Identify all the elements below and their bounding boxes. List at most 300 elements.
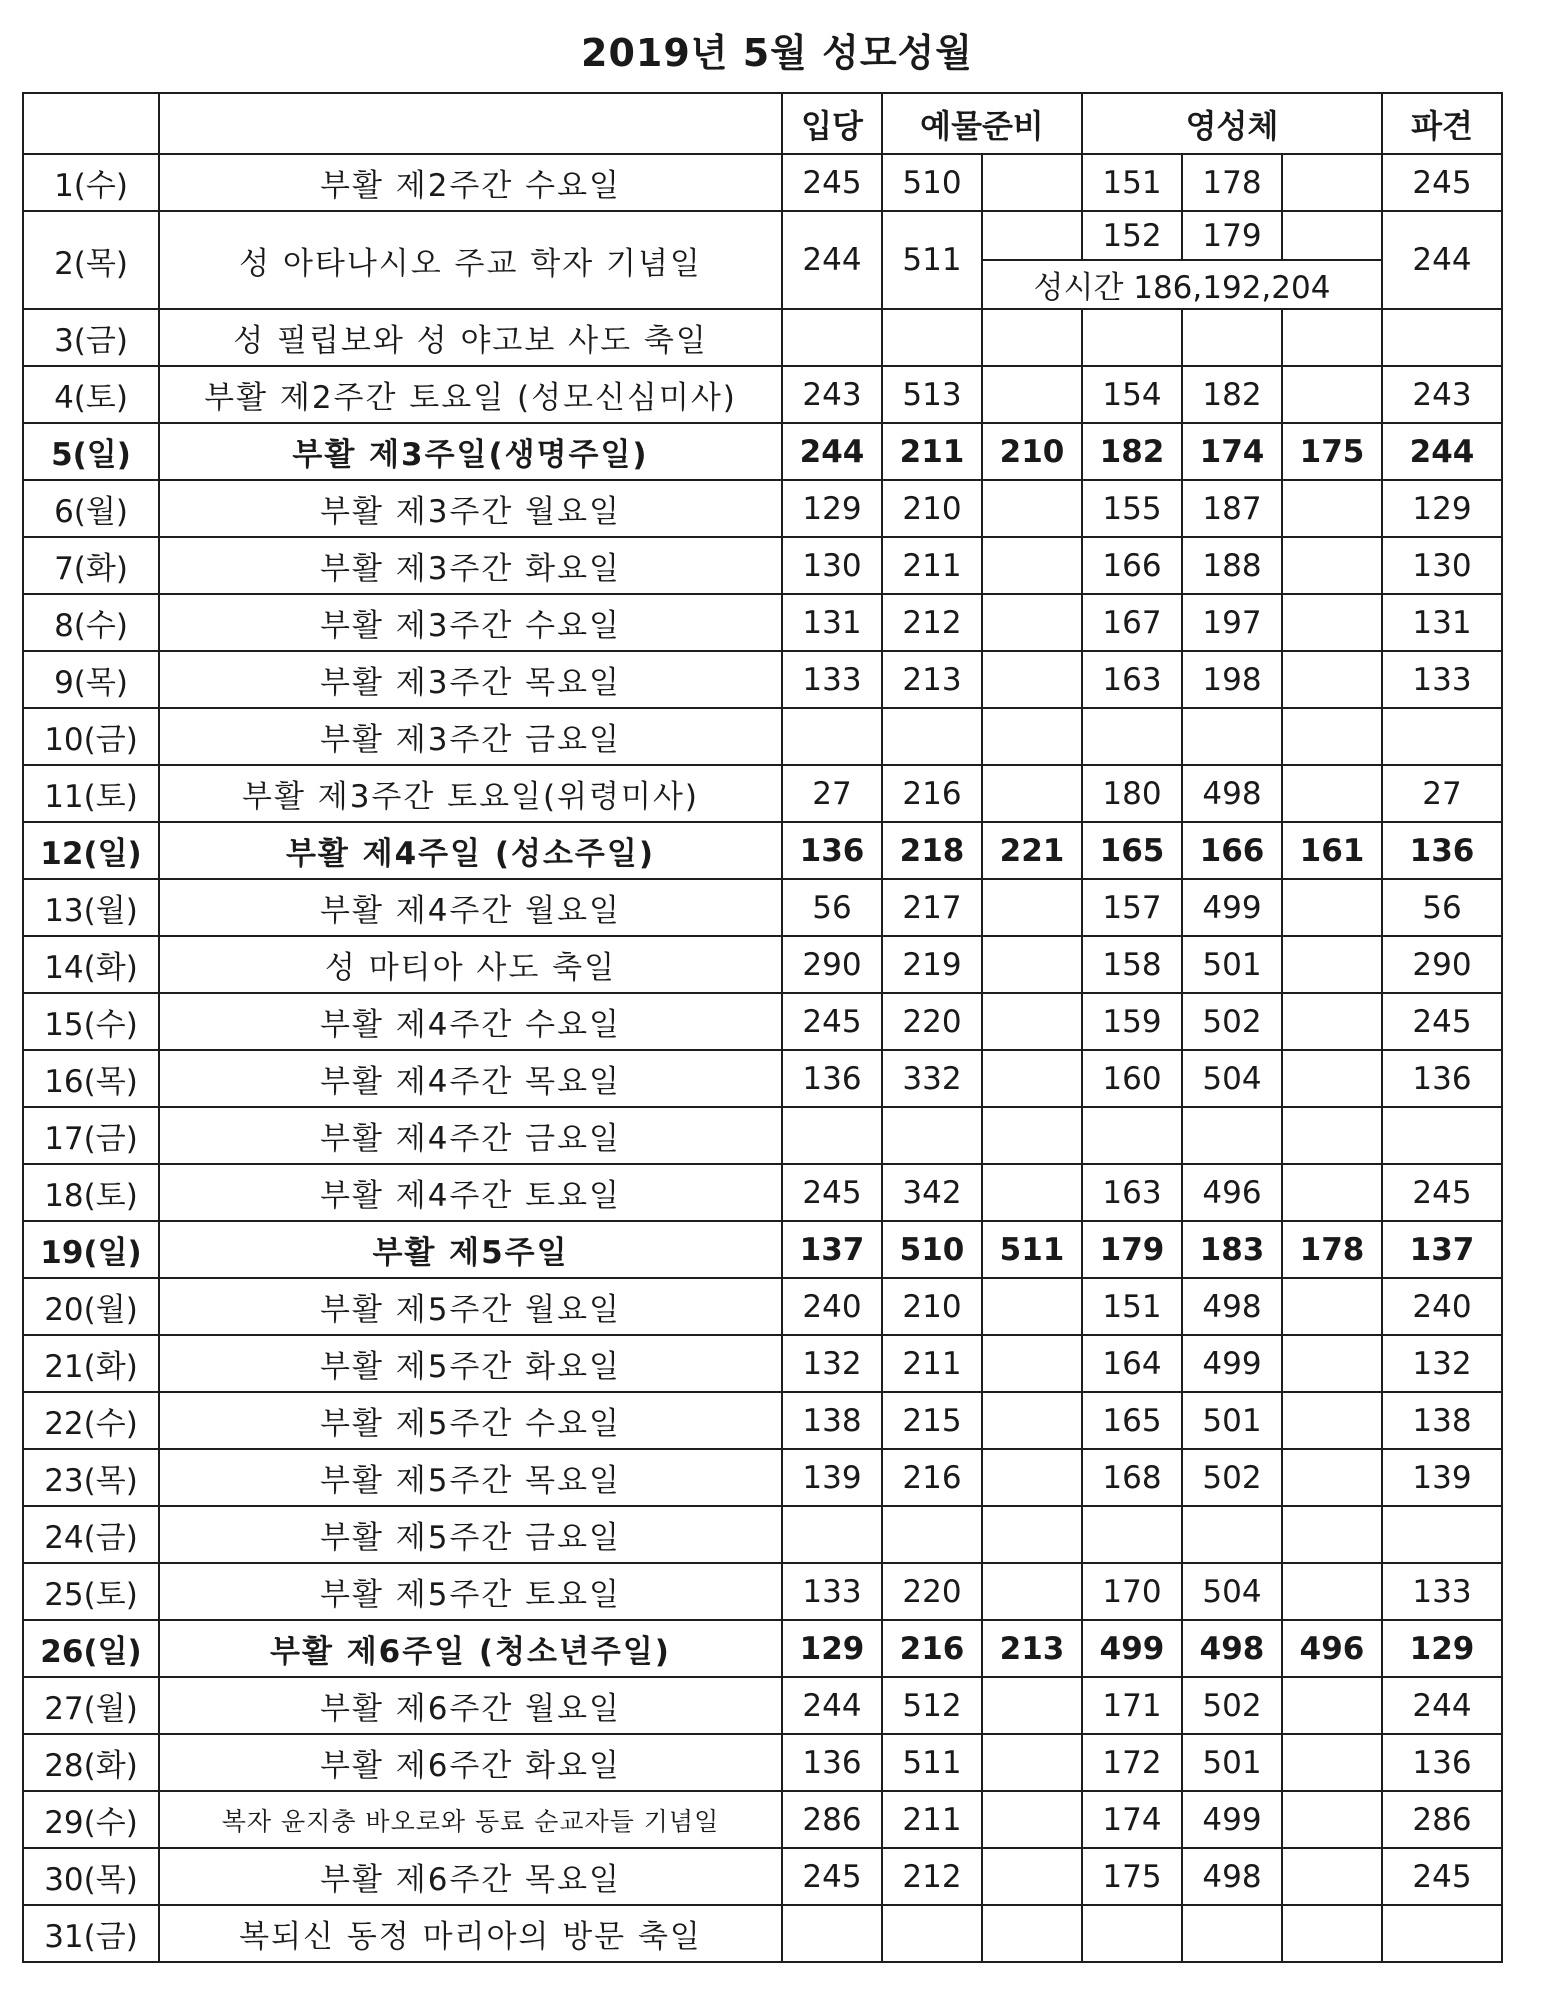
dismissal-cell: 136	[1382, 822, 1502, 879]
entrance-cell: 240	[782, 1278, 882, 1335]
communion-cell-3	[1282, 1848, 1382, 1905]
dismissal-cell: 130	[1382, 537, 1502, 594]
table-row	[23, 594, 1502, 651]
offertory-cell-2: 511	[982, 1221, 1082, 1278]
entrance-cell	[782, 1107, 882, 1164]
communion-cell-3	[1282, 936, 1382, 993]
communion-cell-2: 502	[1182, 1677, 1282, 1734]
entrance-cell: 136	[782, 822, 882, 879]
communion-cell-2: 502	[1182, 993, 1282, 1050]
offertory-cell-2	[982, 309, 1082, 366]
dismissal-cell: 27	[1382, 765, 1502, 822]
offertory-cell-2	[982, 1506, 1082, 1563]
communion-cell-2: 166	[1182, 822, 1282, 879]
feast-cell: 부활 제4주일 (성소주일)	[159, 822, 782, 879]
entrance-cell	[782, 708, 882, 765]
table-row	[23, 708, 1502, 765]
offertory-cell-2	[982, 1905, 1082, 1962]
offertory-cell-1: 218	[882, 822, 982, 879]
offertory-cell-2	[982, 765, 1082, 822]
table-row	[23, 537, 1502, 594]
offertory-cell-1: 513	[882, 366, 982, 423]
offertory-cell-1: 342	[882, 1164, 982, 1221]
offertory-cell-1: 217	[882, 879, 982, 936]
dismissal-cell	[1382, 1905, 1502, 1962]
date-cell: 6(월)	[23, 480, 159, 537]
offertory-cell-2	[982, 1278, 1082, 1335]
communion-cell-3	[1282, 537, 1382, 594]
dismissal-cell: 290	[1382, 936, 1502, 993]
page-title: 2019년 5월 성모성월	[581, 31, 973, 75]
date-cell: 17(금)	[23, 1107, 159, 1164]
dismissal-cell	[1382, 1506, 1502, 1563]
offertory-cell-1: 512	[882, 1677, 982, 1734]
feast-cell: 부활 제2주간 수요일	[159, 154, 782, 211]
offertory-cell-2	[982, 1107, 1082, 1164]
communion-cell-1: 151	[1082, 1278, 1182, 1335]
offertory-cell-2: 221	[982, 822, 1082, 879]
offertory-cell-2	[982, 1449, 1082, 1506]
offertory-cell-1: 211	[882, 423, 982, 480]
offertory-cell-2	[982, 1392, 1082, 1449]
communion-cell-1	[1082, 309, 1182, 366]
communion-cell-2: 502	[1182, 1449, 1282, 1506]
table-row	[23, 1620, 1502, 1677]
communion-cell-2	[1182, 1905, 1282, 1962]
offertory-cell-2	[982, 1734, 1082, 1791]
offertory-cell-2	[982, 1791, 1082, 1848]
communion-cell-1	[1082, 708, 1182, 765]
offertory-cell-2	[982, 936, 1082, 993]
date-cell: 8(수)	[23, 594, 159, 651]
communion-cell-1: 165	[1082, 822, 1182, 879]
dismissal-cell	[1382, 309, 1502, 366]
date-cell: 4(토)	[23, 366, 159, 423]
date-cell: 14(화)	[23, 936, 159, 993]
entrance-cell: 243	[782, 366, 882, 423]
table-row	[23, 480, 1502, 537]
communion-cell-2: 504	[1182, 1050, 1282, 1107]
feast-cell: 부활 제5주간 월요일	[159, 1278, 782, 1335]
offertory-cell-2	[982, 594, 1082, 651]
entrance-cell: 244	[782, 1677, 882, 1734]
dismissal-cell: 129	[1382, 480, 1502, 537]
date-cell: 15(수)	[23, 993, 159, 1050]
entrance-cell: 245	[782, 1164, 882, 1221]
header-row	[23, 93, 1502, 154]
communion-cell-1	[1082, 1107, 1182, 1164]
offertory-cell-1: 511	[882, 1734, 982, 1791]
communion-cell-2: 498	[1182, 1620, 1282, 1677]
communion-cell-2	[1182, 1107, 1282, 1164]
date-cell: 22(수)	[23, 1392, 159, 1449]
dismissal-cell: 244	[1382, 1677, 1502, 1734]
entrance-cell: 245	[782, 154, 882, 211]
communion-cell-3	[1282, 1905, 1382, 1962]
communion-cell-1: 159	[1082, 993, 1182, 1050]
date-cell: 29(수)	[23, 1791, 159, 1848]
communion-cell-2	[1182, 708, 1282, 765]
feast-cell: 부활 제3주일(생명주일)	[159, 423, 782, 480]
entrance-cell: 290	[782, 936, 882, 993]
table-row	[23, 1506, 1502, 1563]
dismissal-cell: 131	[1382, 594, 1502, 651]
table-row	[23, 366, 1502, 423]
offertory-cell-1: 220	[882, 993, 982, 1050]
communion-cell-2: 498	[1182, 765, 1282, 822]
date-cell: 12(일)	[23, 822, 159, 879]
dismissal-cell: 240	[1382, 1278, 1502, 1335]
communion-cell-1: 158	[1082, 936, 1182, 993]
entrance-cell: 137	[782, 1221, 882, 1278]
offertory-cell-2	[982, 1848, 1082, 1905]
table-row	[23, 1050, 1502, 1107]
feast-cell: 부활 제3주간 월요일	[159, 480, 782, 537]
offertory-cell-1	[882, 708, 982, 765]
date-cell: 1(수)	[23, 154, 159, 211]
entrance-cell: 136	[782, 1050, 882, 1107]
communion-cell-2: 188	[1182, 537, 1282, 594]
dismissal-cell: 243	[1382, 366, 1502, 423]
communion-cell-2	[1182, 1506, 1282, 1563]
entrance-cell: 129	[782, 480, 882, 537]
table-row	[23, 1791, 1502, 1848]
dismissal-cell: 133	[1382, 651, 1502, 708]
communion-cell-1: 174	[1082, 1791, 1182, 1848]
table-row	[23, 1278, 1502, 1335]
communion-cell-1: 170	[1082, 1563, 1182, 1620]
table-row	[23, 1392, 1502, 1449]
communion-cell-1: 165	[1082, 1392, 1182, 1449]
communion-cell-3	[1282, 1050, 1382, 1107]
communion-cell-2: 197	[1182, 594, 1282, 651]
communion-cell-1: 179	[1082, 1221, 1182, 1278]
offertory-cell-2	[982, 879, 1082, 936]
feast-cell: 부활 제6주간 목요일	[159, 1848, 782, 1905]
feast-cell: 부활 제5주간 목요일	[159, 1449, 782, 1506]
offertory-cell-1: 210	[882, 1278, 982, 1335]
table-row	[23, 1677, 1502, 1734]
communion-cell-1: 167	[1082, 594, 1182, 651]
communion-cell-1: 164	[1082, 1335, 1182, 1392]
table-row	[23, 651, 1502, 708]
entrance-cell: 139	[782, 1449, 882, 1506]
date-cell: 7(화)	[23, 537, 159, 594]
feast-cell: 부활 제3주간 화요일	[159, 537, 782, 594]
dismissal-cell: 137	[1382, 1221, 1502, 1278]
offertory-cell-2	[982, 211, 1082, 260]
offertory-cell-2	[982, 651, 1082, 708]
entrance-cell: 133	[782, 1563, 882, 1620]
dismissal-cell: 136	[1382, 1050, 1502, 1107]
feast-cell: 복되신 동정 마리아의 방문 축일	[159, 1905, 782, 1962]
dismissal-cell: 286	[1382, 1791, 1502, 1848]
communion-cell-1: 163	[1082, 651, 1182, 708]
dismissal-cell	[1382, 1107, 1502, 1164]
table-row	[23, 1335, 1502, 1392]
offertory-cell-1: 332	[882, 1050, 982, 1107]
header-offertory: 예물준비	[882, 93, 1082, 154]
entrance-cell: 129	[782, 1620, 882, 1677]
offertory-cell-2	[982, 1563, 1082, 1620]
feast-cell: 복자 윤지충 바오로와 동료 순교자들 기념일	[159, 1791, 782, 1848]
hymn-schedule-table	[22, 92, 1503, 1963]
communion-cell-1: 152	[1082, 211, 1182, 260]
entrance-cell: 138	[782, 1392, 882, 1449]
table-row	[23, 936, 1502, 993]
table-row	[23, 1449, 1502, 1506]
communion-cell-3	[1282, 594, 1382, 651]
communion-cell-3	[1282, 651, 1382, 708]
offertory-cell-1: 210	[882, 480, 982, 537]
communion-cell-3	[1282, 1107, 1382, 1164]
communion-cell-2: 499	[1182, 1791, 1282, 1848]
communion-cell-3	[1282, 1278, 1382, 1335]
communion-cell-1: 163	[1082, 1164, 1182, 1221]
table-row	[23, 1107, 1502, 1164]
offertory-cell-1: 211	[882, 1335, 982, 1392]
feast-cell: 성 필립보와 성 야고보 사도 축일	[159, 309, 782, 366]
communion-cell-2: 498	[1182, 1278, 1282, 1335]
offertory-cell-2: 210	[982, 423, 1082, 480]
communion-cell-1: 157	[1082, 879, 1182, 936]
communion-cell-3	[1282, 1392, 1382, 1449]
date-cell: 23(목)	[23, 1449, 159, 1506]
date-cell: 5(일)	[23, 423, 159, 480]
entrance-cell: 245	[782, 993, 882, 1050]
communion-cell-1: 172	[1082, 1734, 1182, 1791]
offertory-cell-1: 212	[882, 594, 982, 651]
entrance-cell: 245	[782, 1848, 882, 1905]
date-cell: 24(금)	[23, 1506, 159, 1563]
table-row	[23, 1164, 1502, 1221]
offertory-cell-2	[982, 537, 1082, 594]
feast-cell: 부활 제5주간 화요일	[159, 1335, 782, 1392]
table-row	[23, 1905, 1502, 1962]
offertory-cell-1	[882, 1107, 982, 1164]
date-cell: 2(목)	[23, 211, 159, 309]
table-row	[23, 154, 1502, 211]
offertory-cell-1: 211	[882, 1791, 982, 1848]
date-cell: 28(화)	[23, 1734, 159, 1791]
feast-cell: 부활 제6주간 월요일	[159, 1677, 782, 1734]
entrance-cell	[782, 309, 882, 366]
holy-hour-note: 성시간 186,192,204	[982, 260, 1382, 309]
communion-cell-3	[1282, 1449, 1382, 1506]
dismissal-cell: 132	[1382, 1335, 1502, 1392]
communion-cell-1	[1082, 1506, 1182, 1563]
table-row	[23, 1563, 1502, 1620]
communion-cell-2: 183	[1182, 1221, 1282, 1278]
communion-cell-2: 504	[1182, 1563, 1282, 1620]
communion-cell-3: 175	[1282, 423, 1382, 480]
dismissal-cell: 138	[1382, 1392, 1502, 1449]
table-row	[23, 211, 1502, 260]
communion-cell-2: 182	[1182, 366, 1282, 423]
offertory-cell-1: 211	[882, 537, 982, 594]
entrance-cell	[782, 1905, 882, 1962]
feast-cell: 부활 제4주간 월요일	[159, 879, 782, 936]
communion-cell-2	[1182, 309, 1282, 366]
communion-cell-1: 154	[1082, 366, 1182, 423]
header-entrance: 입당	[782, 93, 882, 154]
feast-cell: 성 마티아 사도 축일	[159, 936, 782, 993]
communion-cell-3	[1282, 366, 1382, 423]
table-row	[23, 309, 1502, 366]
feast-cell: 성 아타나시오 주교 학자 기념일	[159, 211, 782, 309]
communion-cell-2: 498	[1182, 1848, 1282, 1905]
communion-cell-2: 198	[1182, 651, 1282, 708]
communion-cell-1	[1082, 1905, 1182, 1962]
communion-cell-3	[1282, 1563, 1382, 1620]
date-cell: 26(일)	[23, 1620, 159, 1677]
communion-cell-3	[1282, 879, 1382, 936]
offertory-cell-1: 510	[882, 154, 982, 211]
offertory-cell-1: 510	[882, 1221, 982, 1278]
feast-cell: 부활 제6주간 화요일	[159, 1734, 782, 1791]
communion-cell-3	[1282, 480, 1382, 537]
dismissal-cell: 56	[1382, 879, 1502, 936]
entrance-cell: 286	[782, 1791, 882, 1848]
feast-cell: 부활 제2주간 토요일 (성모신심미사)	[159, 366, 782, 423]
offertory-cell-1	[882, 1506, 982, 1563]
communion-cell-3	[1282, 1506, 1382, 1563]
feast-cell: 부활 제4주간 목요일	[159, 1050, 782, 1107]
communion-cell-1: 171	[1082, 1677, 1182, 1734]
communion-cell-1: 166	[1082, 537, 1182, 594]
date-cell: 11(토)	[23, 765, 159, 822]
feast-cell: 부활 제3주간 토요일(위령미사)	[159, 765, 782, 822]
offertory-cell-2	[982, 993, 1082, 1050]
table-row	[23, 822, 1502, 879]
entrance-cell: 244	[782, 423, 882, 480]
communion-cell-2: 496	[1182, 1164, 1282, 1221]
dismissal-cell: 139	[1382, 1449, 1502, 1506]
communion-cell-3	[1282, 211, 1382, 260]
offertory-cell-2: 213	[982, 1620, 1082, 1677]
feast-cell: 부활 제3주간 금요일	[159, 708, 782, 765]
dismissal-cell	[1382, 708, 1502, 765]
communion-cell-3	[1282, 154, 1382, 211]
offertory-cell-1: 511	[882, 211, 982, 309]
offertory-cell-2	[982, 366, 1082, 423]
date-cell: 31(금)	[23, 1905, 159, 1962]
dismissal-cell: 129	[1382, 1620, 1502, 1677]
entrance-cell: 244	[782, 211, 882, 309]
offertory-cell-1: 215	[882, 1392, 982, 1449]
communion-cell-3	[1282, 1791, 1382, 1848]
communion-cell-2: 174	[1182, 423, 1282, 480]
entrance-cell: 27	[782, 765, 882, 822]
entrance-cell: 132	[782, 1335, 882, 1392]
header-communion: 영성체	[1082, 93, 1382, 154]
table-row	[23, 993, 1502, 1050]
offertory-cell-1: 219	[882, 936, 982, 993]
communion-cell-3: 496	[1282, 1620, 1382, 1677]
communion-cell-3	[1282, 993, 1382, 1050]
dismissal-cell: 244	[1382, 211, 1502, 309]
feast-cell: 부활 제6주일 (청소년주일)	[159, 1620, 782, 1677]
offertory-cell-1: 216	[882, 1449, 982, 1506]
entrance-cell: 133	[782, 651, 882, 708]
date-cell: 18(토)	[23, 1164, 159, 1221]
communion-cell-1: 155	[1082, 480, 1182, 537]
communion-cell-1: 168	[1082, 1449, 1182, 1506]
feast-cell: 부활 제5주간 토요일	[159, 1563, 782, 1620]
communion-cell-1: 180	[1082, 765, 1182, 822]
table-row	[23, 423, 1502, 480]
communion-cell-3	[1282, 1677, 1382, 1734]
communion-cell-1: 182	[1082, 423, 1182, 480]
communion-cell-1: 160	[1082, 1050, 1182, 1107]
communion-cell-3: 161	[1282, 822, 1382, 879]
offertory-cell-2	[982, 708, 1082, 765]
date-cell: 10(금)	[23, 708, 159, 765]
table-row	[23, 1734, 1502, 1791]
feast-cell: 부활 제3주간 수요일	[159, 594, 782, 651]
offertory-cell-2	[982, 480, 1082, 537]
dismissal-cell: 245	[1382, 993, 1502, 1050]
entrance-cell: 136	[782, 1734, 882, 1791]
offertory-cell-2	[982, 1677, 1082, 1734]
offertory-cell-2	[982, 154, 1082, 211]
dismissal-cell: 244	[1382, 423, 1502, 480]
offertory-cell-1: 216	[882, 765, 982, 822]
offertory-cell-2	[982, 1164, 1082, 1221]
date-cell: 19(일)	[23, 1221, 159, 1278]
date-cell: 16(목)	[23, 1050, 159, 1107]
offertory-cell-1: 213	[882, 651, 982, 708]
communion-cell-2: 187	[1182, 480, 1282, 537]
communion-cell-3	[1282, 1734, 1382, 1791]
feast-cell: 부활 제5주간 수요일	[159, 1392, 782, 1449]
date-cell: 21(화)	[23, 1335, 159, 1392]
dismissal-cell: 245	[1382, 154, 1502, 211]
offertory-cell-1	[882, 309, 982, 366]
dismissal-cell: 133	[1382, 1563, 1502, 1620]
header-dismissal: 파견	[1382, 93, 1502, 154]
feast-cell: 부활 제5주일	[159, 1221, 782, 1278]
offertory-cell-1: 216	[882, 1620, 982, 1677]
offertory-cell-2	[982, 1050, 1082, 1107]
communion-cell-3	[1282, 765, 1382, 822]
communion-cell-1: 151	[1082, 154, 1182, 211]
date-cell: 30(목)	[23, 1848, 159, 1905]
communion-cell-2: 501	[1182, 936, 1282, 993]
table-row	[23, 765, 1502, 822]
table-row	[23, 879, 1502, 936]
feast-cell: 부활 제3주간 목요일	[159, 651, 782, 708]
date-cell: 13(월)	[23, 879, 159, 936]
date-cell: 27(월)	[23, 1677, 159, 1734]
offertory-cell-2	[982, 1335, 1082, 1392]
feast-cell: 부활 제5주간 금요일	[159, 1506, 782, 1563]
communion-cell-2: 501	[1182, 1734, 1282, 1791]
offertory-cell-1: 220	[882, 1563, 982, 1620]
communion-cell-2: 499	[1182, 879, 1282, 936]
feast-cell: 부활 제4주간 금요일	[159, 1107, 782, 1164]
communion-cell-1: 499	[1082, 1620, 1182, 1677]
communion-cell-3	[1282, 1335, 1382, 1392]
communion-cell-2: 178	[1182, 154, 1282, 211]
communion-cell-2: 179	[1182, 211, 1282, 260]
dismissal-cell: 136	[1382, 1734, 1502, 1791]
dismissal-cell: 245	[1382, 1848, 1502, 1905]
header-feast	[159, 93, 782, 154]
feast-cell: 부활 제4주간 토요일	[159, 1164, 782, 1221]
entrance-cell: 131	[782, 594, 882, 651]
communion-cell-3: 178	[1282, 1221, 1382, 1278]
